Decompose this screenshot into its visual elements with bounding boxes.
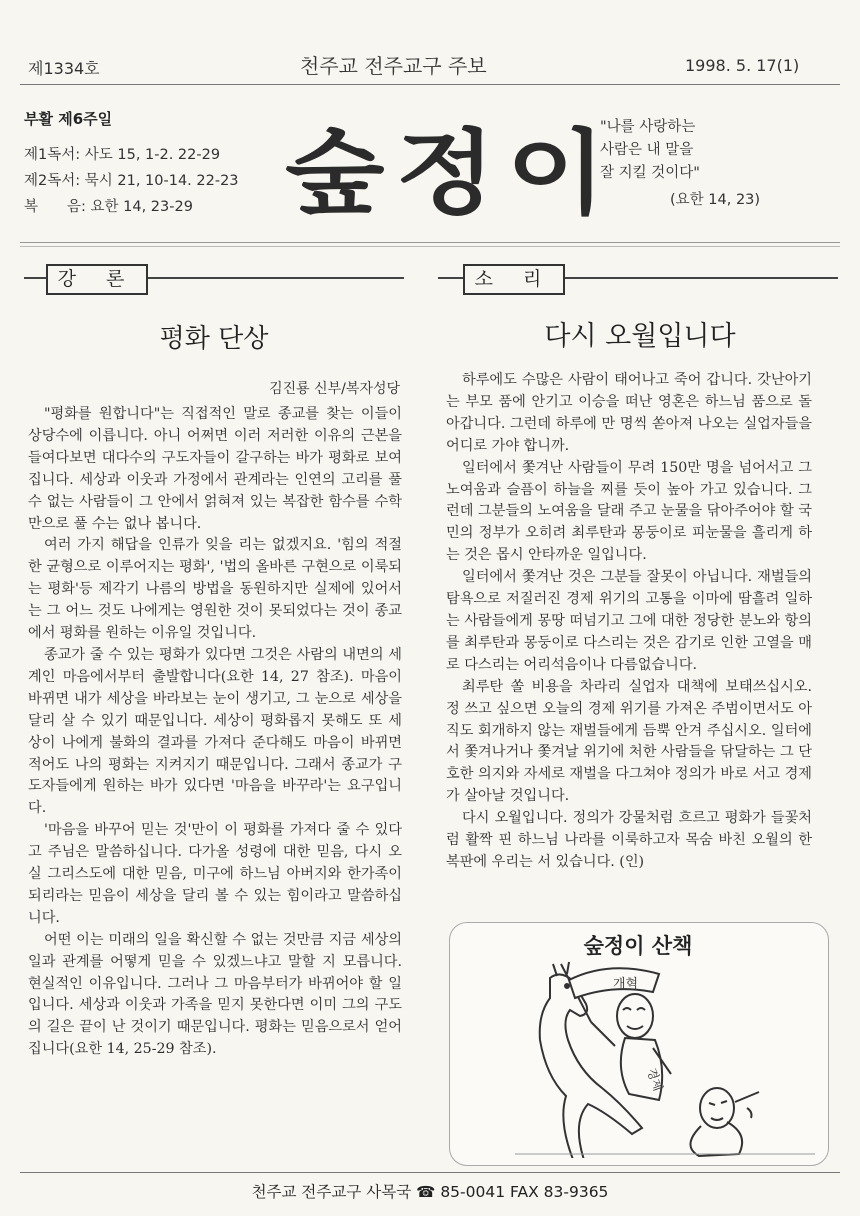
cartoon-illustration xyxy=(455,958,821,1158)
reading-1 xyxy=(24,142,239,168)
right-paragraph-5: 다시 오월입니다. 정의가 강물처럼 흐르고 평화가 들꽃처럼 활짝 핀 하느님 나라를 이룩하고자 목숨 바친 오월의 한복판에 우리는 서 있습니다. (인) xyxy=(446,810,812,870)
reading-3-text: : 요한 14, 23-29 xyxy=(81,199,193,215)
left-article-title: 평화 단상 xyxy=(159,324,269,354)
left-section-label: 강 론 xyxy=(46,264,148,295)
reading-2-text: : 묵시 21, 10-14. 22-23 xyxy=(75,173,239,189)
reading-2 xyxy=(24,168,239,194)
right-article-body xyxy=(446,370,812,874)
liturgical-week: 부활 제6주일 xyxy=(24,110,113,128)
right-paragraph-3: 일터에서 쫓겨난 것은 그분들 잘못이 아닙니다. 재벌들의 탐욕으로 저질러진 경제 위기의 고통을 이마에 땀흘려 일하는 사람들에게 몽땅 떠넘기고 그에 대한 정당한 분노와 항의를 최루탄과 몽둥이로 다스리는 것은 감기로 인한 고열을 매로 다스리는 어리석음이나 다름없습니다. xyxy=(446,569,812,673)
right-paragraph-4: 최루탄 쏠 비용을 차라리 실업자 대책에 보태쓰십시오. 정 쓰고 싶으면 오늘의 경제 위기를 가져온 주범이면서도 아직도 회개하지 않는 재벌들에게 듬뿍 안겨 주십시오. 일터에서 쫓겨나거나 쫓겨날 위기에 처한 사람들을 닦달하는 그 단호한 의지와 자세로 재벌을 다그쳐야 정의가 바로 서고 경제가 살아날 것입니다. xyxy=(446,678,812,805)
left-paragraph-1: "평화를 원합니다"는 직접적인 말로 종교를 찾는 이들이 상당수에 이릅니다. 아니 어쩌면 이러 저러한 이유의 근본을 들여다보면 대다수의 구도자들이 갈구하는 바가 평화로 보여집니다. 세상과 이웃과 가정에서 관계라는 인연의 고리를 풀 수 없는 사람들이 그 안에서 얽혀져 있는 복잡한 함수를 수학만으로 풀 수는 없나 봅니다. xyxy=(28,406,402,532)
publication-name: 천주교 전주교구 주보 xyxy=(300,54,487,78)
cartoon-title: 숲정이 산책 xyxy=(583,934,693,958)
right-section-label: 소 리 xyxy=(463,264,565,295)
left-article-byline: 김진룡 신부/복자성당 xyxy=(269,381,400,397)
right-paragraph-2: 일터에서 쫓겨난 사람들이 무려 150만 명을 넘어서고 그 노여움과 슬픔이 하늘을 찌를 듯이 높아 가고 있습니다. 그런데 그분들의 노여움을 달래 주고 눈물을 닦아주어야 할 국민의 정부가 오히려 최루탄과 몽둥이로 피눈물을 흘리게 하는 것은 몹시 안타까운 일입니다. xyxy=(446,459,812,564)
quote-line-2: 사람은 내 말을 xyxy=(600,142,694,158)
issue-number: 제1334호 xyxy=(28,59,100,78)
quote-line-1: "나를 사랑하는 xyxy=(600,119,696,135)
masthead-divider xyxy=(20,242,840,243)
reading-3 xyxy=(24,194,239,220)
reading-1-label: 제1독서 xyxy=(24,147,76,163)
header-divider xyxy=(20,84,840,85)
reading-1-text: : 사도 15, 1-2. 22-29 xyxy=(75,147,221,163)
reading-3-label: 복 음 xyxy=(24,199,82,215)
reading-2-label: 제2독서 xyxy=(24,173,76,189)
fallen-man-figure xyxy=(690,1088,759,1156)
masthead-quote xyxy=(600,116,760,212)
left-paragraph-2: 여러 가지 해답을 인류가 잊을 리는 없겠지요. '힘의 적절한 균형으로 이루어지는 평화', '법의 올바른 구현으로 이룩되는 평화'등 제각기 나름의 방법을 동원하지만 실제에 있어서는 그 어느 것도 나에게는 영원한 것이 못되었다는 것이 종교에서 평화를 원하는 이유일 것입니다. xyxy=(28,537,402,642)
sash-text: 경제 xyxy=(644,1066,666,1093)
footer-contact: 천주교 전주교구 사목국 ☎ 85-0041 FAX 83-9365 xyxy=(251,1183,609,1201)
right-paragraph-1: 하루에도 수많은 사람이 태어나고 죽어 갑니다. 갓난아기는 부모 품에 안기고 이승을 떠난 영혼은 하느님 품으로 돌아갑니다. 그런데 하루에 만 명씩 쏟아져 나오는 실업자들을 어디로 가야 합니까. xyxy=(446,372,812,454)
readings-list xyxy=(24,142,239,220)
quote-line-3: 잘 지킬 것이다" xyxy=(600,165,700,181)
footer-divider xyxy=(20,1172,840,1173)
left-paragraph-5: 어떤 이는 미래의 일을 확신할 수 없는 것만큼 지금 세상의 일과 관계를 어떻게 믿을 수 있겠느냐고 말할 지 모릅니다. 현실적인 이유입니다. 그러나 그 마음부터가 바뀌어야 할 일입니다. 세상과 이웃과 가족을 믿지 못한다면 이미 그의 구도의 길은 끝이 난 것이기 때문입니다. 평화는 믿음으로서 얻어집니다(요한 14, 25-29 참조). xyxy=(28,931,402,1058)
masthead-title: 숲정이 xyxy=(285,120,618,227)
issue-date: 1998. 5. 17(1) xyxy=(685,56,800,75)
quote-reference: (요한 14, 23) xyxy=(670,192,761,208)
masthead-divider-2 xyxy=(20,246,840,247)
left-paragraph-4: '마음을 바꾸어 믿는 것'만이 이 평화를 가져다 줄 수 있다고 주님은 말씀하십니다. 다가올 성령에 대한 믿음, 다시 오실 그리스도에 대한 믿음, 미구에 하느님 아버지와 한가족이 되리라는 믿음이 세상을 달리 볼 수 있는 힘이라고 말씀하십니다. xyxy=(28,822,402,926)
left-article-body xyxy=(28,404,402,1061)
flag-text: 개혁 xyxy=(613,977,639,992)
right-article-title: 다시 오월입니다 xyxy=(544,321,736,352)
left-paragraph-3: 종교가 줄 수 있는 평화가 있다면 그것은 사람의 내면의 세계인 마음에서부터 출발합니다(요한 14, 27 참조). 마음이 바뀌면 내가 세상을 바라보는 눈이 생기고, 그 눈으로 세상을 달리 살 수 있기 때문입니다. 세상이 평화롭지 못해도 또 세상이 나에게 불화의 결과를 가져다 준다해도 마음이 바뀌면 적어도 나의 평화는 지켜지기 때문입니다. 그래서 종교가 구도자들에게 원하는 바가 있다면 '마음을 바꾸라'는 요구입니다. xyxy=(28,646,402,817)
